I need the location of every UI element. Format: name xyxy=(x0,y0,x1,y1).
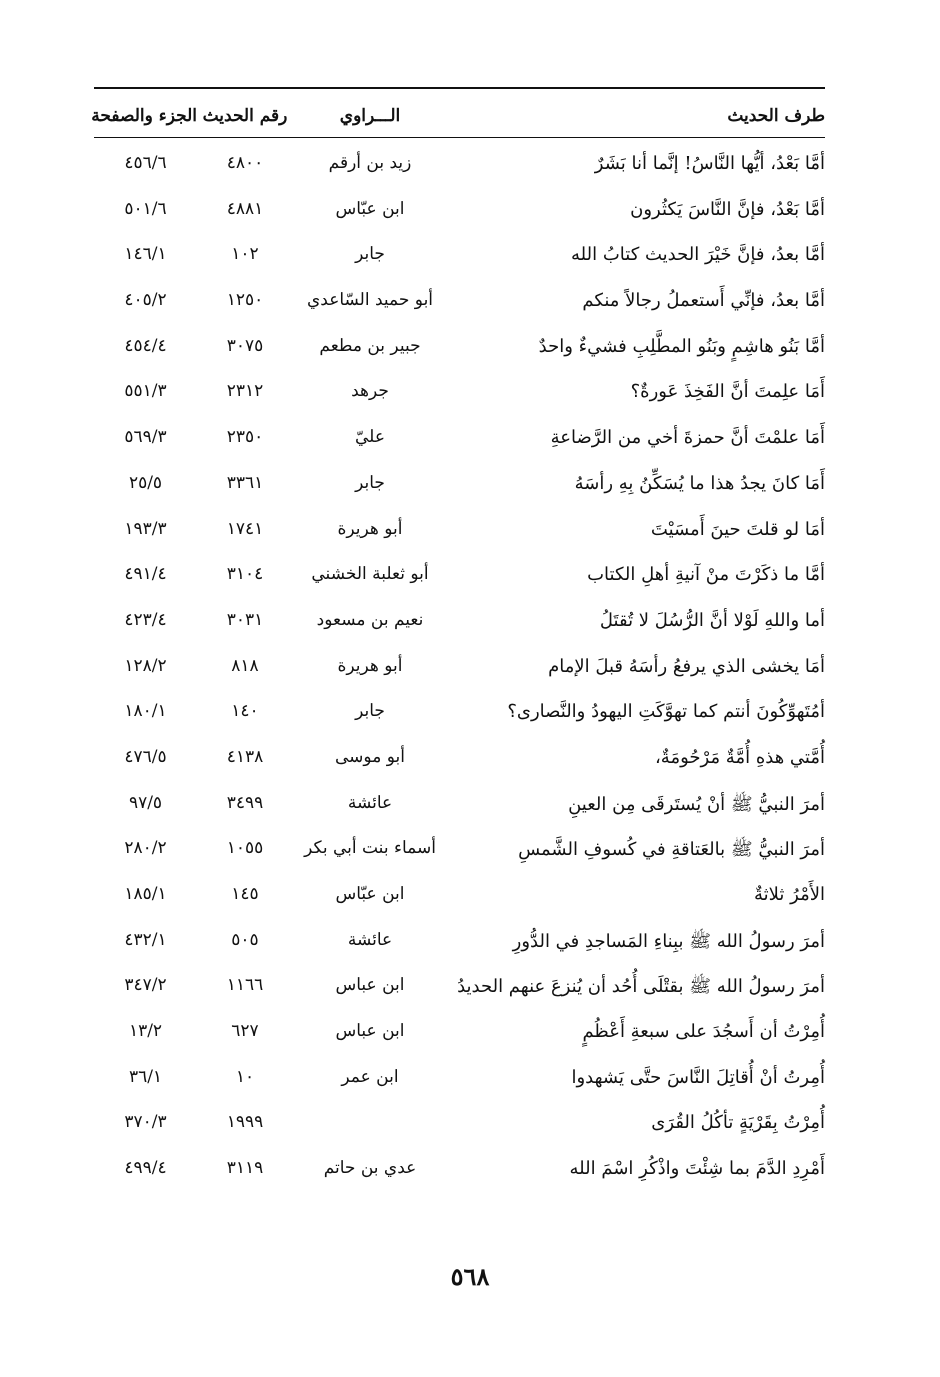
hadith-number: ٤٨٠٠ xyxy=(226,153,264,173)
hadith-text: أمرَ النبيُّ ﷺ أنْ يُستَرقَى مِن العينِ xyxy=(568,793,825,815)
hadith-number: ١٩٩٩ xyxy=(226,1112,264,1133)
rawi-name: عليّ xyxy=(355,427,385,448)
rawi-name: جابر xyxy=(355,244,385,265)
volume-page: ٣٧٠/٣ xyxy=(124,1112,167,1133)
volume-page: ١٣/٢ xyxy=(128,1021,163,1042)
table-row xyxy=(94,416,825,462)
table-row xyxy=(94,325,825,371)
hadith-number: ٣٠٣١ xyxy=(226,609,264,630)
table-row xyxy=(94,142,825,188)
hadith-text: أمَّا بَنُو هاشِمٍ وبَنُو المطَّلِبِ فشيءٌ واحدٌ xyxy=(538,335,825,357)
hadith-text: أمرَ رسولُ الله ﷺ بقتْلَى أُحُد أن يُنزعَ عنهم الحديدُ xyxy=(457,976,825,998)
table-row xyxy=(94,462,825,508)
hadith-number: ٦٢٧ xyxy=(231,1021,259,1042)
hadith-number: ٣٣٦١ xyxy=(226,472,264,493)
hadith-number: ١٤٥ xyxy=(231,884,259,904)
hadith-number: ٢٣٥٠ xyxy=(226,427,264,448)
rawi-name: أبو موسى xyxy=(335,746,405,767)
table-row xyxy=(94,553,825,599)
hadith-text: أمُتَهوِّكُونَ أنتم كما تهوَّكَتِ اليهودُ والنَّصارى؟ xyxy=(507,701,825,723)
table-row xyxy=(94,736,825,782)
table-row xyxy=(94,1056,825,1102)
hadith-text: أمَا لو قلتَ حينَ أَمسَيْتَ xyxy=(650,518,825,540)
volume-page: ٤٩٩/٤ xyxy=(124,1158,167,1179)
header-rule xyxy=(94,137,825,138)
hadith-text: أمَّا بعدُ، فإنِّي أَستعملُ رجالاً منكم xyxy=(582,290,825,312)
rawi-name: ابن عباس xyxy=(335,975,405,996)
hadith-number: ١٠٥٥ xyxy=(226,838,264,859)
table-row xyxy=(94,645,825,691)
hadith-text: أمَّا بَعْدُ، فإنَّ النَّاسَ يَكثُرون xyxy=(630,198,825,220)
rawi-name: زيد بن أرقم xyxy=(328,153,412,173)
table-row xyxy=(94,827,825,873)
hadith-number: ٣١١٩ xyxy=(226,1158,264,1179)
hadith-number: ٣٤٩٩ xyxy=(226,792,264,813)
rawi-name: أبو هريرة xyxy=(337,518,403,539)
table-row xyxy=(94,508,825,554)
hadith-number: ١١٦٦ xyxy=(226,975,264,996)
rawi-name: ابن عبّاس xyxy=(335,884,405,904)
rawi-name: عائشة xyxy=(347,792,393,813)
table-row xyxy=(94,690,825,736)
table-row xyxy=(94,370,825,416)
table-row xyxy=(94,1010,825,1056)
volume-page: ١٩٣/٣ xyxy=(124,518,167,539)
header-hadith: طرف الحديث xyxy=(727,106,825,126)
table-row xyxy=(94,599,825,645)
rawi-name: أبو ثعلبة الخشني xyxy=(311,564,429,585)
volume-page: ٢٨٠/٢ xyxy=(124,838,167,859)
hadith-text: أَمْرِدِ الدَّمَ بما شِئْتَ واذْكُرِ اسْمَ الله xyxy=(569,1158,825,1180)
hadith-text: أمَّا ما ذكَرْتَ منْ آنيةِ أهلِ الكتاب xyxy=(587,564,825,586)
volume-page: ٥٠١/٦ xyxy=(124,198,167,219)
table-header xyxy=(91,100,825,134)
hadith-number: ١٤٠ xyxy=(231,701,259,722)
hadith-text: أُمَّتي هذهِ أُمَّةٌ مَرْحُومَةٌ، xyxy=(654,746,825,768)
hadith-number: ٢٣١٢ xyxy=(226,381,264,402)
hadith-number: ٥٠٥ xyxy=(231,929,259,950)
hadith-text: أمرَ النبيُّ ﷺ بالعَتاقةِ في كُسوفِ الشَّمسِ xyxy=(518,839,825,861)
top-rule xyxy=(94,87,825,89)
table-row xyxy=(94,919,825,965)
rawi-name: عدي بن حاتم xyxy=(323,1158,417,1179)
volume-page: ٣٦/١ xyxy=(128,1066,163,1087)
volume-page: ٩٧/٥ xyxy=(128,792,163,813)
header-number: رقم الحديث xyxy=(202,106,288,126)
volume-page: ١٨٠/١ xyxy=(124,701,167,722)
volume-page: ١٢٨/٢ xyxy=(124,655,167,676)
volume-page: ٤٥٤/٤ xyxy=(124,335,167,356)
table-row xyxy=(94,1147,825,1193)
hadith-number: ٤١٣٨ xyxy=(226,746,264,767)
hadith-text: أمَّا بَعْدُ، أيُّها النَّاسُ! إنَّما أنا بَشَرٌ xyxy=(594,153,825,174)
hadith-text: أمَّا بعدُ، فإنَّ خَيْرَ الحديث كتابُ الله xyxy=(571,244,825,266)
volume-page: ٤٠٥/٢ xyxy=(124,290,167,311)
rawi-name: ابن عبّاس xyxy=(335,198,405,219)
volume-page: ٤٥٦/٦ xyxy=(124,153,167,173)
hadith-text: أُمِرْتُ بِقَرْيَةٍ تأكُلُ القُرَى xyxy=(651,1112,825,1134)
hadith-number: ٣٠٧٥ xyxy=(226,335,264,356)
hadith-text: أَمَا علِمتَ أنَّ الفَخِذَ عَورةٌ؟ xyxy=(630,381,825,403)
hadith-text: أمرَ رسولُ الله ﷺ ببِناءِ المَساجدِ في الدُّورِ xyxy=(512,930,825,952)
rawi-name: أسماء بنت أبي بكر xyxy=(304,838,436,859)
header-volume-page: الجزء والصفحة xyxy=(91,106,197,126)
volume-page: ١٤٦/١ xyxy=(124,244,167,265)
volume-page: ٢٥/٥ xyxy=(128,472,163,493)
hadith-text: أما واللهِ لَوْلا أنَّ الرُّسُلَ لا تُقتَلُ xyxy=(599,609,825,631)
rawi-name: جابر xyxy=(355,472,385,493)
hadith-number: ٤٨٨١ xyxy=(226,198,264,219)
rawi-name: أبو حميد السّاعدي xyxy=(306,290,434,311)
hadith-text: أُمِرْتُ أن أَسجُدَ على سبعةِ أَعْظُمٍ xyxy=(582,1021,825,1043)
header-rawi: الـــراوي xyxy=(339,106,401,126)
rawi-name: جبير بن مطعم xyxy=(319,335,421,356)
hadith-text: أُمِرتُ أنْ أُقاتِلَ النَّاسَ حتَّى يَشهدوا xyxy=(571,1066,825,1088)
table-row xyxy=(94,188,825,234)
hadith-number: ١٠٢ xyxy=(231,244,259,265)
hadith-number: ١٧٤١ xyxy=(226,518,264,539)
rawi-name: عائشة xyxy=(347,929,393,950)
hadith-number: ٨١٨ xyxy=(231,655,259,676)
table-row xyxy=(94,1101,825,1147)
table-row xyxy=(94,964,825,1010)
volume-page: ٣٤٧/٢ xyxy=(124,975,167,996)
hadith-number: ١٠ xyxy=(235,1066,255,1087)
hadith-index-table xyxy=(94,142,825,1193)
rawi-name: ابن عباس xyxy=(335,1021,405,1042)
volume-page: ٤٢٣/٤ xyxy=(124,609,167,630)
hadith-text: أمَا يخشى الذي يرفعُ رأسَهُ قبلَ الإمام xyxy=(548,655,825,677)
rawi-name: ابن عمر xyxy=(341,1066,399,1087)
table-row xyxy=(94,782,825,828)
rawi-name: نعيم بن مسعود xyxy=(316,609,424,630)
volume-page: ٤٧٦/٥ xyxy=(124,746,167,767)
hadith-text: أَمَا علمْتَ أنَّ حمزةَ أخي من الرَّضاعةِ xyxy=(550,427,825,449)
page-number: ٥٦٨ xyxy=(450,1262,490,1291)
volume-page: ١٨٥/١ xyxy=(124,884,167,904)
rawi-name: جرهد xyxy=(351,381,389,402)
hadith-number: ١٢٥٠ xyxy=(226,290,264,311)
hadith-number: ٣١٠٤ xyxy=(226,564,264,585)
volume-page: ٤٩١/٤ xyxy=(124,564,167,585)
volume-page: ٤٣٢/١ xyxy=(124,929,167,950)
table-row xyxy=(94,279,825,325)
hadith-text: الأَمْرُ ثلاثةٌ xyxy=(754,884,825,905)
hadith-text: أَمَا كانَ يجدُ هذا ما يُسَكِّنُ بِهِ رأسَهُ xyxy=(574,472,825,494)
rawi-name: جابر xyxy=(355,701,385,722)
table-row xyxy=(94,873,825,919)
rawi-name: أبو هريرة xyxy=(337,655,403,676)
volume-page: ٥٥١/٣ xyxy=(124,381,167,402)
table-row xyxy=(94,233,825,279)
volume-page: ٥٦٩/٣ xyxy=(124,427,167,448)
